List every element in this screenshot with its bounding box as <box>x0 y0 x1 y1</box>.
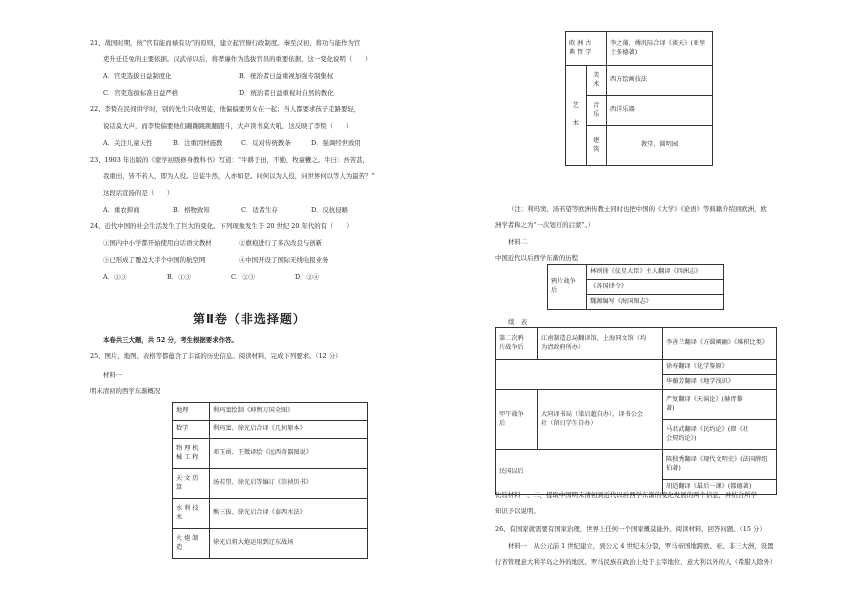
table-row <box>173 421 368 439</box>
table-cell: 物 理 机 械 工 程 <box>173 439 210 469</box>
q26-material1-line2: 行省管理意大利半岛之外的地区。罗马民族在政治上处于主宰地位，意大利以外的人（希腊人除外） <box>495 558 777 566</box>
table-cell: 李善兰翻译《方圆阐幽》《堆积比类》 <box>663 328 777 360</box>
q21-line2: 吏升迁任免的主要依据。汉武帝以后，将孝廉作为选拔官员的重要依据，这一变化说明（ ） <box>103 55 372 63</box>
table-cell: 天 文 历 算 <box>173 469 210 499</box>
q24-items-row2 <box>103 256 328 265</box>
section-title: 第Ⅱ卷（非选择题） <box>193 312 306 326</box>
q23-options <box>103 206 348 215</box>
q22-option-c: C．反对传统教条 <box>241 139 291 147</box>
table-cell: 第二次鸦 片战争后 <box>496 328 538 360</box>
q22-option-d: D．强调经世致用 <box>311 139 361 147</box>
table-cell: 徐光启将大炮运用到辽东战场 <box>210 529 368 559</box>
table-cell: 民国以后 <box>496 450 663 495</box>
q21-option-d: D．统治者日益重视对自然的教化 <box>239 89 334 97</box>
table-cell: 利玛窦绘制《坤舆万国全图》 <box>210 403 368 421</box>
table-cell-empty <box>496 375 663 390</box>
table-row <box>566 126 713 166</box>
table-cell: 《各国律令》 <box>587 280 724 295</box>
table-cell: 利玛窦、徐光启合译《几何原本》 <box>210 421 368 439</box>
q21-options-row1 <box>103 72 333 81</box>
q23-line2: 我重田，皆不若人，即为人役。岂徒牛然，人亦如是。问何以为人役，问世界何以等人为最苦？” <box>103 172 375 180</box>
material-2-label: 材料二 <box>508 238 528 246</box>
table-cell: 音 乐 <box>586 96 607 126</box>
q23-option-c: C．适者生存 <box>241 206 278 214</box>
table-cell: 李之藻、傅汎际合译《谈天》(亚里 士多德著) <box>607 32 713 66</box>
q25-requirement-line2: 知识予以说明。 <box>495 507 540 515</box>
table-cell: 徐寿翻译《化学鉴原》 <box>663 360 777 375</box>
material-1-label: 材料一 <box>103 371 123 379</box>
q22-option-a: A．关注儿童天性 <box>103 139 153 147</box>
table-row <box>566 96 713 126</box>
table-row <box>496 328 777 360</box>
table-cell: 西方绘画技法 <box>607 66 713 96</box>
q22-option-b: B．注重因材施教 <box>173 139 223 147</box>
table-modern-west-learning-a <box>547 264 724 310</box>
table1-title: 明末清初的西学东渐概况 <box>90 387 161 395</box>
q21-option-c: C．官吏选拔标准日益严格 <box>103 89 179 97</box>
table-cell: 熊三拔、徐光启合译《泰西水法》 <box>210 499 368 529</box>
table-cell: 艺 术 <box>566 66 587 166</box>
q24-option-a: A．①③ <box>103 273 127 281</box>
table-row <box>173 529 368 559</box>
table-cell: 地理 <box>173 403 210 421</box>
q25-line1: 25、图片、地图、表格等都蕴含了丰富的历史信息。阅读材料，完成下列要求。（12 分） <box>90 352 342 360</box>
table-cell: 汤若望、徐光启等编订《崇祯历书》 <box>210 469 368 499</box>
table-cell: 华蘅芳翻译《地学浅识》 <box>663 375 777 390</box>
table-cell: 胡适翻译《最后一课》(都德著) <box>663 480 777 495</box>
q21-option-b: B．统治者日益重视加强专制集权 <box>239 72 334 80</box>
table-note-line1: （注：利玛窦、汤若望等欧洲传教士同时也把中国的《大学》《论语》等典籍介绍到欧洲，欧 <box>508 205 767 213</box>
table-cell-empty <box>496 360 663 375</box>
table-row <box>496 390 777 420</box>
q24-items-row1 <box>103 239 322 248</box>
q24-option-c: C．②③ <box>231 273 256 281</box>
q26-line1: 26、有国家就需要有国家治理，世界上任何一个国家概莫能外。阅读材料，回答问题。（15 分） <box>495 525 766 533</box>
q26-material1-line1: 材料一 从公元前 1 世纪建立，到公元 4 世纪末分裂，罗马帝国地跨欧、亚、非三大洲，设置 <box>508 542 774 550</box>
q21-option-a: A．官吏选拔日益制度化 <box>103 72 172 80</box>
table-cell: 大同译书局（梁启超自办），译书公会 社（留日学生自办） <box>538 390 663 450</box>
table-cell: 林则徐《仗星大臣》主人翻译《四洲志》 <box>587 265 724 280</box>
continued-label: 续 表 <box>508 318 528 326</box>
q24-item-2: ②旗袍进行了多次改良与创新 <box>239 239 323 247</box>
table-modern-west-learning-b <box>495 327 777 495</box>
table-row <box>496 375 777 390</box>
q23-option-d: D．反抗侵略 <box>311 206 349 214</box>
table-west-learning-ming-qing <box>172 402 368 559</box>
table-row <box>566 32 713 66</box>
q24-option-d: D．②④ <box>295 273 320 281</box>
table-row <box>173 499 368 529</box>
table-cell: 魏源编写《海国图志》 <box>587 295 724 310</box>
q23-option-b: B．格物致知 <box>173 206 210 214</box>
q24-line1: 24、近代中国的社会生活发生了巨大的变化。下列现象发生于 20 世纪 20 年代的有（ ） <box>90 222 353 230</box>
table-west-learning-continued <box>565 31 713 166</box>
q24-option-b: B．①③ <box>167 273 191 281</box>
table-row <box>566 66 713 96</box>
table-cell: 水 利 技 术 <box>173 499 210 529</box>
q22-line1: 22、李贽在民间讲学时，别的先生只收男徒，他偏偏要男女在一起；当人都要求孩子走路要轻， <box>90 105 361 113</box>
table-row <box>173 403 368 421</box>
table-cell: 数学 <box>173 421 210 439</box>
q22-line2: 说话莫大声，而李贽偏要他们蹦蹦跳跳翻跟斗，大声读书莫大吼，这反映了李贽（ ） <box>103 122 353 130</box>
q25-requirement-line1: 比较材料一、二，提取中国明末清初到近代以后西学东渐的变化发展的两个信息，并结合所学 <box>495 491 758 499</box>
q22-options <box>103 139 361 148</box>
table-cell: 建 筑 <box>586 126 607 166</box>
table-row <box>496 360 777 375</box>
table-cell: 教堂、圆明园 <box>607 126 713 166</box>
table-cell: 严复翻译《天演论》(赫胥黎 著) <box>663 390 777 420</box>
table-cell: 陈独秀翻译《现代文明史》(法国薛纽 伯著) <box>663 450 777 480</box>
q23-line3: 这段话宣扬的是（ ） <box>103 189 174 197</box>
table-row <box>548 265 724 280</box>
q24-item-4: ④中国开设了国际无线电报业务 <box>239 256 329 264</box>
q21-line1: 21、战国时期，按“官有能而禄有功”的原则，建立起官僚行政制度。秦至汉初，将功与能作为官 <box>90 39 361 47</box>
q21-options-row2 <box>103 89 334 98</box>
q23-option-a: A．重农抑商 <box>103 206 140 214</box>
q24-item-1: ①国内中小学都开始使用白话语文教材 <box>103 239 212 247</box>
table2-title: 中国近代以后西学东渐的历程 <box>495 254 579 262</box>
table-cell: 欧 洲 古 典 哲 学 <box>566 32 607 66</box>
q23-line1: 23、1903 年出版的《蒙学初级修身教科书》写道：“牛耕于田，不勤，牧童鞭之。牛曰：吾苦甚， <box>90 156 369 164</box>
table-row <box>496 450 777 480</box>
q24-options <box>103 273 319 282</box>
table-row <box>173 439 368 469</box>
table-cell: 火 炮 制 造 <box>173 529 210 559</box>
table-cell: 邓玉函、王徵译绘《远西奇器图说》 <box>210 439 368 469</box>
table-cell: 西洋乐器 <box>607 96 713 126</box>
section-note: 本卷共三大题，共 52 分，考生根据要求作答。 <box>103 336 238 344</box>
table-cell: 江南制造总局翻译馆、上海同文馆（均 为清政府所办） <box>538 328 663 360</box>
table-note-line2: 洲学者称之为“一次划亘的启蒙”。） <box>495 221 595 229</box>
table-cell: 马君武翻译《民约论》(即《社 会契约论》) <box>663 420 777 450</box>
table-cell: 鸦片战争 后 <box>548 265 587 310</box>
table-cell: 美 术 <box>586 66 607 96</box>
table-row <box>173 469 368 499</box>
q24-item-3: ③已形成了覆盖大半个中国的航空网 <box>103 256 206 264</box>
table-cell: 甲午战争 后 <box>496 390 538 450</box>
